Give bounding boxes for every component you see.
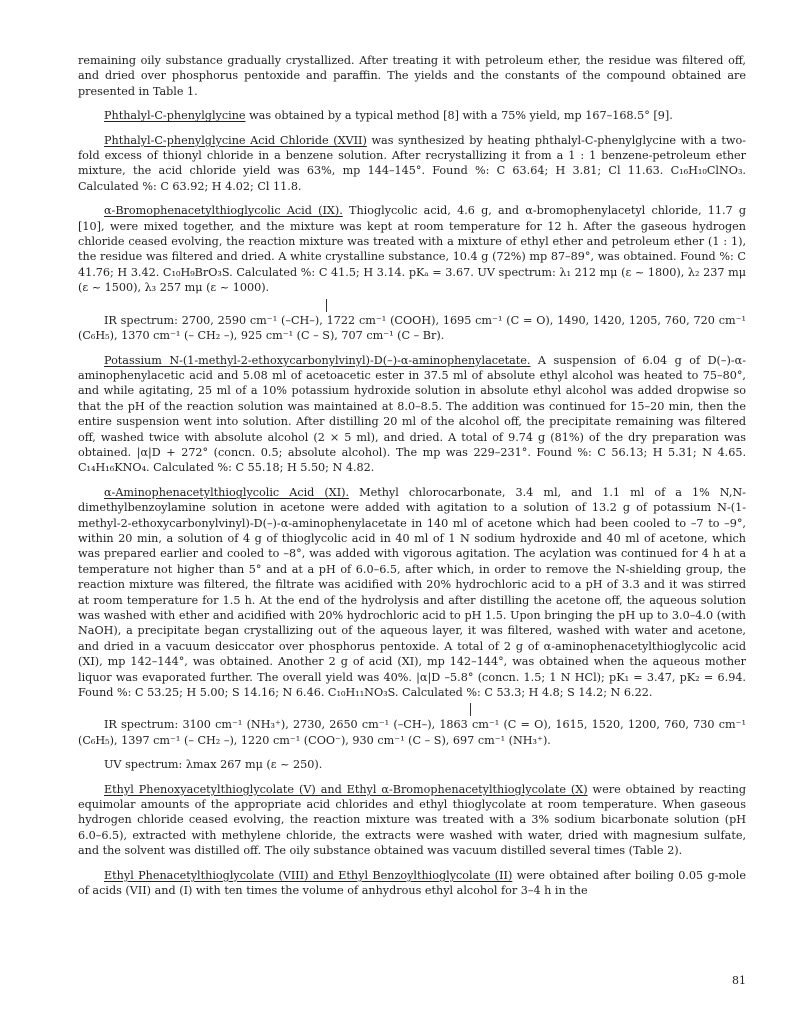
paragraph-text: were obtained by reacting equimolar amounts of the appropriate acid chlorides and ethyl thioglycolate at room temperature. When gaseous hydrogen chloride ceased evolving, the reaction mixture was treated with a 3% sodium bicarbonate solution (pH 6.0–6.5), extracted with methylene chloride, the extracts were washed with water, dried with magnesium sulfate, and the solvent was distilled off. The oily substance obtained was vacuum distilled several times (Table 2).	[78, 782, 746, 858]
paragraph-text: were obtained after boiling 0.05 g-mole of acids (VII) and (I) with ten times the volume of anhydrous ethyl alcohol for 3–4 h in the	[78, 868, 746, 898]
paragraph-aminophenacetyl-acid	[78, 485, 746, 701]
paragraph-acid-chloride	[78, 133, 746, 195]
paragraph-text: UV spectrum: λmax 267 mμ (ε ~ 250).	[104, 758, 323, 772]
paragraph-ethyl-esters	[78, 782, 746, 859]
margin-mark	[78, 299, 746, 313]
section-heading: Potassium N-(1-methyl-2-ethoxycarbonylvinyl)-D(–)-α-aminophenylacetate.	[104, 353, 531, 367]
paragraph-phthalyl-phenylglycine	[78, 108, 746, 123]
paragraph-text: IR spectrum: 2700, 2590 cm⁻¹ (–CH–), 1722 cm⁻¹ (COOH), 1695 cm⁻¹ (C = O), 1490, 1420, 1205, 760, 720 cm⁻¹ (C₆H₅), 1370 cm⁻¹ (– CH₂ –), 925 cm⁻¹ (C – S), 707 cm⁻¹ (C – Br).	[78, 313, 746, 343]
paragraph-ir-spectrum-1	[78, 313, 746, 344]
paragraph-text: IR spectrum: 3100 cm⁻¹ (NH₃⁺), 2730, 2650 cm⁻¹ (–CH–), 1863 cm⁻¹ (C = O), 1615, 1520, 1200, 760, 730 cm⁻¹ (C₆H₅), 1397 cm⁻¹ (– CH₂ –), 1220 cm⁻¹ (COO⁻), 930 cm⁻¹ (C – S), 697 cm⁻¹ (NH₃⁺).	[78, 718, 746, 747]
paragraph-potassium-salt	[78, 353, 746, 476]
paragraph-continuation	[78, 53, 746, 99]
section-heading: α-Aminophenacetylthioglycolic Acid (XI).	[104, 485, 350, 499]
section-heading: Ethyl Phenoxyacetylthioglycolate (V) and Ethyl α-Bromophenacetylthioglycolate (X)	[104, 782, 588, 796]
paragraph-text: Methyl chlorocarbonate, 3.4 ml, and 1.1 ml of a 1% N,N-dimethylbenzoylamine solution in acetone were added with agitation to a solution of 13.2 g of potassium N-(1-methyl-2-ethoxycarbonylvinyl)-D(–)-α-aminophenylacetate in 140 ml of acetone which had been cooled to –7 to –9°, within 20 min, a solution of 4 g of thioglycolic acid in 40 ml of 1 N sodium hydroxide and 40 ml of acetone, which was prepared earlier and cooled to –8°, was added with vigorous agitation. The acylation was continued for 4 h at a temperature not higher than 5° and at a pH of 6.0–6.5, after which, in order to remove the N-shielding group, the reaction mixture was filtered, the filtrate was acidified with 20% hydrochloric acid to a pH of 3.3 and it was stirred at room temperature for 1.5 h. At the end of the hydrolysis and after distilling the acetone off, the aqueous solution was washed with ether and acidified with 20% hydrochloric acid to pH 1.5. Upon bringing the pH up to 3.0–4.0 (with NaOH), a precipitate began crystallizing out of the aqueous layer, it was filtered, washed with water and acetone, and dried in a vacuum desiccator over phosphorus pentoxide. A total of 2 g of α-aminophenacetylthioglycolic acid (XI), mp 142–144°, was obtained. Another 2 g of acid (XI), mp 142–144°, was obtained when the aqueous mother liquor was evaporated further. The overall yield was 40%. |α|D –5.8° (concn. 1.5; 1 N HCl); pK₁ = 3.47, pK₂ = 6.94. Found %: C 53.25; H 5.00; S 14.16; N 6.46. C₁₀H₁₁NO₃S. Calculated %: C 53.3; H 4.8; S 14.2; N 6.22.	[78, 485, 746, 700]
paragraph-uv-spectrum	[78, 757, 746, 772]
section-heading: α-Bromophenacetylthioglycolic Acid (IX).	[104, 204, 343, 218]
paragraph-text: A suspension of 6.04 g of D(–)-α-aminophenylacetic acid and 5.08 ml of acetoacetic ester in 37.5 ml of absolute ethyl alcohol was heated to 75–80°, and while agitating, 25 ml of a 10% potassium hydroxide solution in absolute ethyl alcohol was added dropwise so that the pH of the reaction solution was maintained at 8.0–8.5. The addition was continued for 15–20 min, then the entire suspension went into solution. After distilling 20 ml of the alcohol off, the precipitate remaining was filtered off, washed twice with absolute alcohol (2 × 5 ml), and dried. A total of 9.74 g (81%) of the dry preparation was obtained. |α|D + 272° (concn. 0.5; absolute alcohol). The mp was 229–231°. Found %: C 56.13; H 5.31; N 4.65. C₁₄H₁₆KNO₄. Calculated %: C 55.18; H 5.50; N 4.82.	[78, 353, 746, 475]
section-heading: Phthalyl-C-phenylglycine Acid Chloride (XVII)	[104, 133, 367, 147]
paragraph-text: remaining oily substance gradually crystallized. After treating it with petroleum ether, the residue was filtered off, and dried over phosphorus pentoxide and paraffin. The yields and the constants of the compound obtained are presented in Table 1.	[78, 54, 746, 98]
paragraph-ir-spectrum-2	[78, 717, 746, 748]
paragraph-text: was obtained by a typical method [8] with a 75% yield, mp 167–168.5° [9].	[245, 109, 673, 123]
section-heading: Ethyl Phenacetylthioglycolate (VIII) and Ethyl Benzoylthioglycolate (II)	[104, 868, 513, 882]
section-heading: Phthalyl-C-phenylglycine	[104, 109, 246, 123]
paragraph-ethyl-phenacetyl	[78, 868, 746, 899]
paragraph-text: was synthesized by heating phthalyl-C-phenylglycine with a two-fold excess of thionyl chloride in a benzene solution. After recrystallizing it from a 1 : 1 benzene-petroleum ether mixture, the acid chloride yield was 63%, mp 144–145°. Found %: C 63.64; H 3.81; Cl 11.63. C₁₆H₁₀ClNO₃. Calculated %: C 63.92; H 4.02; Cl 11.8.	[78, 133, 746, 193]
page-number: 81	[732, 974, 746, 987]
paragraph-text: Thioglycolic acid, 4.6 g, and α-bromophenylacetyl chloride, 11.7 g [10], were mixed together, and the mixture was kept at room temperature for 12 h. After the gaseous hydrogen chloride ceased evolving, the reaction mixture was treated with a mixture of ethyl ether and petroleum ether (1 : 1), the residue was filtered and dried. A white crystalline substance, 10.4 g (72%) mp 87–89°, was obtained. Found %: C 41.76; H 3.42. C₁₀H₉BrO₃S. Calculated %: C 41.5; H 3.14. pKₐ = 3.67. UV spectrum: λ₁ 212 mμ (ε ~ 1800), λ₂ 237 mμ (ε ~ 1500), λ₃ 257 mμ (ε ~ 1000).	[78, 204, 746, 295]
paragraph-bromophenacetyl-acid	[78, 203, 746, 295]
margin-mark	[78, 703, 746, 717]
